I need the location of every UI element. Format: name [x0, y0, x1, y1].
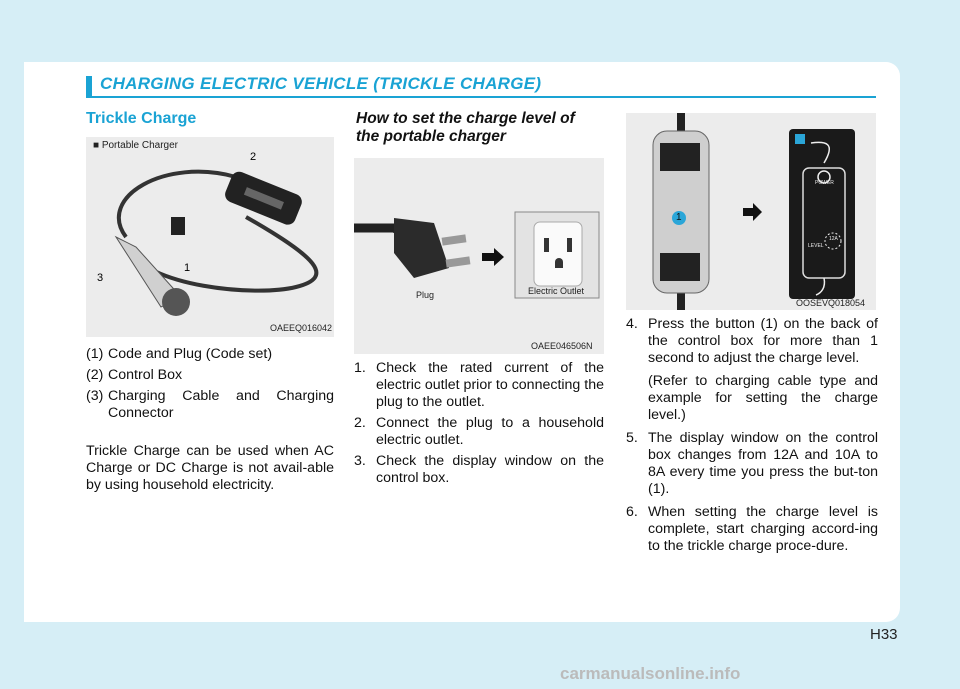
control-box-figure	[626, 113, 876, 310]
parts-list	[86, 346, 334, 426]
part-item-2	[86, 367, 334, 384]
step-item-1	[354, 360, 604, 411]
plug-outlet-illustration	[354, 158, 604, 354]
step-text: Check the rated current of the electric outlet prior to connecting the plug to the outlet.	[376, 360, 604, 410]
step-num: 2.	[354, 415, 366, 431]
step-text: Connect the plug to a household electric outlet.	[376, 415, 604, 448]
page-number: H33	[870, 626, 898, 643]
amp-label: 12A	[829, 236, 838, 242]
figure-code-left: OAEEQ016042	[270, 323, 333, 333]
control-box-illustration	[626, 113, 876, 310]
callout-1-label: 1	[184, 262, 191, 274]
top-band	[0, 0, 960, 62]
right-steps	[626, 316, 878, 559]
step-num: 4.	[626, 316, 638, 332]
step-item-3	[354, 453, 604, 487]
step-text: Press the button (1) on the back of the control box for more than 1 second to adjust the charge level.	[648, 316, 878, 366]
step-note	[626, 373, 878, 424]
figure-legend: ■ Portable Charger	[93, 140, 178, 151]
callout-3-label: 3	[97, 272, 104, 284]
power-label: POWER	[815, 180, 834, 186]
plug-label: Plug	[416, 290, 435, 300]
portable-charger-illustration	[86, 137, 334, 337]
step-num: 5.	[626, 430, 638, 446]
section-header-title: CHARGING ELECTRIC VEHICLE (TRICKLE CHARGE)	[100, 74, 542, 93]
part-text: Code and Plug (Code set)	[108, 346, 273, 362]
step-num: 1.	[354, 360, 366, 376]
header-accent-bar	[86, 76, 92, 96]
watermark: carmanualsonline.info	[560, 664, 741, 683]
step-item-6	[626, 504, 878, 555]
callout-1-label: 1	[676, 212, 682, 223]
step-item-5	[626, 430, 878, 498]
header-rule	[86, 96, 876, 98]
step-text: The display window on the control box changes from 12A and 10A to 8A every time you press the but-ton (1).	[648, 430, 878, 497]
step-text: When setting the charge level is complete, start charging accord-ing to the trickle charge proce-dure.	[648, 504, 878, 554]
step-item-2	[354, 415, 604, 449]
middle-steps	[354, 360, 604, 491]
outlet-label: Electric Outlet	[528, 286, 585, 296]
level-label: LEVEL	[808, 243, 824, 249]
step-num: 3.	[354, 453, 366, 469]
step-item-4	[626, 316, 878, 367]
portable-charger-figure	[86, 137, 334, 337]
part-num: (3)	[86, 388, 104, 404]
part-text: Control Box	[108, 367, 183, 383]
part-text: Charging Cable and Charging Connector	[108, 388, 334, 421]
figure-code-right: OOSEVQ018054	[796, 298, 866, 308]
trickle-charge-title: Trickle Charge	[86, 110, 197, 127]
step-num: 6.	[626, 504, 638, 520]
part-item-1	[86, 346, 334, 363]
step-text: (Refer to charging cable type and example for setting the charge level.)	[648, 373, 878, 423]
part-num: (2)	[86, 367, 104, 383]
part-item-3	[86, 388, 334, 422]
callout-2-label: 2	[250, 151, 257, 163]
charge-level-title: How to set the charge level of the portable charger	[356, 110, 575, 145]
step-text: Check the display window on the control box.	[376, 453, 604, 486]
figure-code-middle: OAEE046506N	[531, 341, 593, 351]
part-num: (1)	[86, 346, 104, 362]
trickle-paragraph: Trickle Charge can be used when AC Charge or DC Charge is not avail-able by using household electricity.	[86, 443, 334, 493]
plug-outlet-figure	[354, 158, 604, 354]
